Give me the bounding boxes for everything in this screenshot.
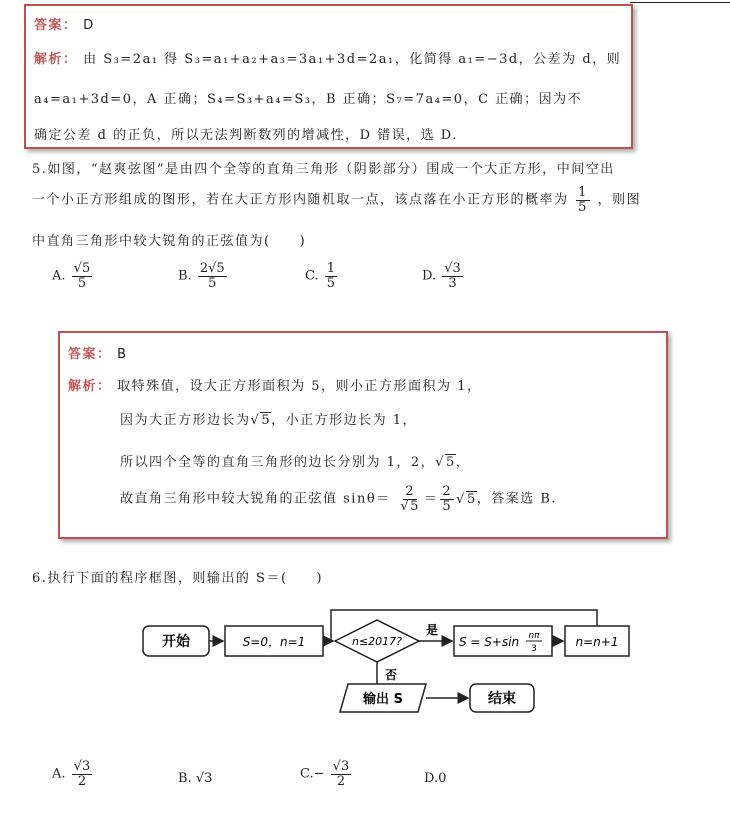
analysis-label: 解析： [68,379,112,394]
fraction-denominator: 5 [442,498,453,514]
option-numerator: 1 [326,261,336,276]
radicand: 5 [466,491,477,507]
update-denominator: 3 [531,644,537,654]
option-label: A. [52,268,66,284]
q6-option-a[interactable] [52,760,94,788]
q5-option-c[interactable] [305,262,339,290]
prob-denominator: 5 [578,199,588,215]
analysis-line-3 [120,451,470,470]
option-label: D. [424,771,439,786]
q6-option-c[interactable] [300,760,353,788]
analysis-text-4-post: ，答案选 B. [476,491,558,507]
sin-fraction [398,485,422,513]
analysis-text-2-post: ，小正方形边长为 1， [271,413,417,428]
option-label: B. [178,771,192,786]
answer-box-2 [58,331,668,539]
option-value: 0 [438,771,447,786]
analysis-text-4: 故直角三角形中较大锐角的正弦值 sinθ＝ [120,491,391,507]
option-denominator: 5 [326,275,336,291]
answer-box-1 [24,4,633,149]
fraction-numerator: 2 [405,484,415,499]
option-numerator: √3 [332,759,350,774]
analysis-line-4 [120,485,557,513]
q5-line-1: 5.如图，“赵爽弦图”是由四个全等的直角三角形（阴影部分）围成一个大正方形，中间空出 [32,162,615,177]
analysis-line-1 [68,375,481,394]
option-label: B. [178,268,192,284]
q5-option-d[interactable] [422,262,465,290]
analysis-text-3: 所以四个全等的直角三角形的边长分别为 1，2， [120,455,436,470]
no-label: 否 [385,668,398,682]
option-fraction [442,262,463,290]
start-label: 开始 [162,634,190,650]
option-sign: − [313,766,325,782]
analysis-text-1: 取特殊值，设大正方形面积为 5，则小正方形面积为 1， [117,379,482,394]
analysis-line-2 [120,409,417,428]
option-denominator: 5 [208,275,217,291]
update-numerator: nπ [528,631,540,641]
answer-value: B [117,347,128,362]
end-label: 结束 [488,691,516,707]
q5-line-2-post: ，则图 [597,192,642,208]
analysis-line-3: 确定公差 d 的正负，所以无法判断数列的增减性，D 错误，选 D. [34,128,458,143]
q6-option-d[interactable] [424,771,446,786]
option-denominator: 5 [77,275,87,291]
flowchart [130,604,650,726]
init-label: S=0，n=1 [242,635,306,649]
q5-option-b[interactable] [178,262,229,290]
q5-probability-fraction [576,186,590,214]
option-fraction [72,262,93,290]
option-numerator: √3 [73,759,91,774]
fraction-numerator: 2 [442,484,453,499]
option-numerator: 2√5 [199,261,225,276]
option-label: A. [52,766,66,782]
q5-option-a[interactable] [52,262,94,290]
sqrt-symbol [251,413,261,428]
condition-label: n≤2017? [351,635,403,648]
increment-label: n=n+1 [575,635,619,649]
fraction-denominator: √5 [400,498,420,514]
q5-line-2-text: 一个小正方形组成的图形，若在大正方形内随机取一点，该点落在小正方形的概率为 [32,192,569,208]
answer-line [68,343,128,362]
analysis-text-3-post: ， [455,455,471,470]
option-numerator: √3 [444,261,461,276]
analysis-line-1 [34,48,621,67]
prob-numerator: 1 [578,185,588,200]
option-fraction [72,760,93,788]
sqrt-symbol [456,492,466,507]
option-numerator: √5 [73,261,91,276]
answer-label: 答案： [34,18,78,33]
sqrt-symbol [435,455,445,470]
update-label: S = S+sin [459,635,520,649]
answer-value: D [83,18,95,33]
option-denominator: 2 [336,773,346,789]
option-label: C. [300,766,314,782]
analysis-text-2: 因为大正方形边长为 [120,413,251,428]
radicand: 5 [445,455,456,470]
q6-stem: 6.执行下面的程序框图，则输出的 S＝( ) [32,571,324,586]
option-label: D. [422,268,437,284]
q5-line-2 [32,186,641,214]
equals-sign: ＝ [423,491,439,507]
option-denominator: 3 [448,275,457,291]
output-label: 输出 S [363,692,403,707]
yes-label: 是 [425,623,439,637]
option-fraction [325,262,337,290]
option-fraction [331,760,352,788]
top-rule [630,2,730,3]
analysis-label: 解析： [34,52,78,67]
option-fraction [198,262,227,290]
option-value: √3 [195,771,213,786]
q5-line-3: 中直角三角形中较大锐角的正弦值为( ) [32,234,307,249]
answer-line [34,14,95,33]
radicand: 5 [261,413,272,428]
analysis-line-2: a₄=a₁+3d=0，A 正确；S₄=S₃+a₄=S₃，B 正确；S₇=7a₄=0，C 正确；因为不 [34,92,583,107]
analysis-text-1: 由 S₃=2a₁ 得 S₃=a₁+a₂+a₃=3a₁+3d=2a₁，化简得 a₁=−3d，公差为 d，则 [83,52,622,67]
q6-option-b[interactable] [178,771,212,786]
option-denominator: 2 [77,773,87,789]
answer-label: 答案： [68,347,112,362]
result-fraction [440,485,454,513]
option-label: C. [305,268,319,284]
